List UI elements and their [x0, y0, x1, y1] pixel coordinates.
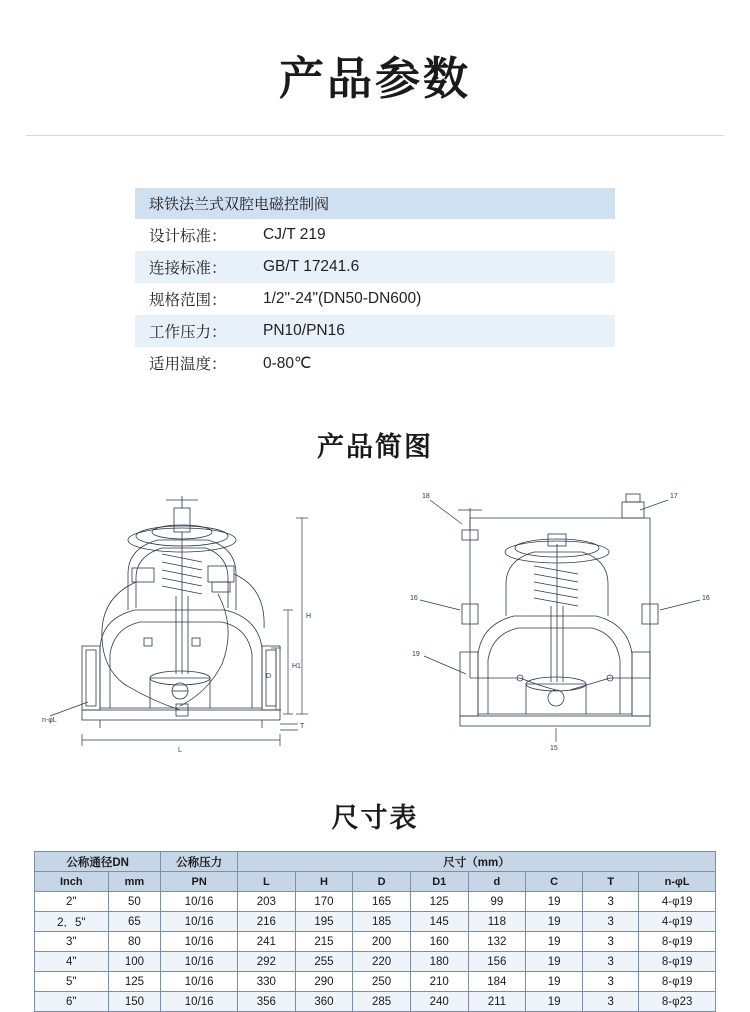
header-size-unit: （mm） — [466, 856, 510, 869]
subheader-inch: Inch — [35, 872, 109, 892]
subheader-nL: n-φL — [639, 872, 716, 892]
cell-H: 360 — [295, 992, 353, 1012]
cell-T: 3 — [583, 992, 639, 1012]
product-drawings — [0, 478, 750, 768]
table-row — [35, 992, 716, 1012]
cell-C: 19 — [526, 952, 583, 972]
cell-L: 330 — [237, 972, 295, 992]
dim-label-nL: n-φL — [42, 717, 57, 724]
cell-D: 220 — [353, 952, 411, 972]
callout-16-right: 16 — [702, 595, 710, 602]
cell-D1: 210 — [410, 972, 468, 992]
dimension-table-sub-header-row — [35, 872, 716, 892]
cell-mm: 50 — [108, 892, 161, 912]
valve-drawing-left — [40, 478, 360, 763]
spec-value: GB/T 17241.6 — [259, 251, 615, 283]
cell-mm: 65 — [108, 912, 161, 932]
callout-18: 18 — [422, 493, 430, 500]
header-size-label: 尺寸 — [443, 856, 467, 869]
cell-inch: 2．5" — [35, 912, 109, 932]
cell-L: 292 — [237, 952, 295, 972]
valve-drawing-left-svg — [40, 478, 360, 758]
dim-label-H: H — [306, 613, 312, 620]
spec-label: 工作压力： — [135, 315, 259, 347]
header-pn: 公称压力 — [161, 852, 238, 872]
cell-H: 195 — [295, 912, 353, 932]
spec-table-wrapper — [0, 188, 750, 379]
callout-17: 17 — [670, 493, 678, 500]
cell-T: 3 — [583, 952, 639, 972]
cell-C: 19 — [526, 892, 583, 912]
cell-mm: 80 — [108, 932, 161, 952]
cell-pn: 10/16 — [161, 892, 238, 912]
spec-row — [135, 315, 615, 347]
header-dn: 公称通径DN — [35, 852, 161, 872]
cell-H: 215 — [295, 932, 353, 952]
dimension-table — [34, 851, 716, 1012]
page-title: 产品参数 — [278, 53, 471, 104]
subheader-pn: PN — [161, 872, 238, 892]
dim-label-D: D — [266, 673, 272, 680]
cell-D: 250 — [353, 972, 411, 992]
cell-inch: 6" — [35, 992, 109, 1012]
cell-D: 285 — [353, 992, 411, 1012]
cell-d: 132 — [468, 932, 526, 952]
cell-nL: 8-φ19 — [639, 932, 716, 952]
table-row — [35, 912, 716, 932]
cell-L: 216 — [237, 912, 295, 932]
cell-nL: 8-φ19 — [639, 952, 716, 972]
cell-D1: 125 — [410, 892, 468, 912]
cell-C: 19 — [526, 912, 583, 932]
spec-value: CJ/T 219 — [263, 226, 326, 243]
spec-row — [135, 347, 615, 379]
cell-inch: 3" — [35, 932, 109, 952]
cell-nL: 8-φ19 — [639, 972, 716, 992]
spec-row — [135, 283, 615, 315]
cell-D1: 180 — [410, 952, 468, 972]
table-row — [35, 892, 716, 912]
cell-pn: 10/16 — [161, 912, 238, 932]
spec-heading: 球铁法兰式双腔电磁控制阀 — [135, 188, 615, 219]
table-row — [35, 932, 716, 952]
spec-row — [135, 251, 615, 283]
subheader-H: H — [295, 872, 353, 892]
cell-C: 19 — [526, 932, 583, 952]
cell-D1: 240 — [410, 992, 468, 1012]
spec-value: 1/2"-24"(DN50-DN600) — [263, 290, 422, 307]
table-row — [35, 972, 716, 992]
header-size — [237, 852, 715, 872]
cell-d: 99 — [468, 892, 526, 912]
cell-C: 19 — [526, 992, 583, 1012]
spec-label: 连接标准： — [135, 251, 259, 283]
cell-nL: 4-φ19 — [639, 912, 716, 932]
subheader-T: T — [583, 872, 639, 892]
cell-C: 19 — [526, 972, 583, 992]
spec-label: 适用温度： — [149, 356, 227, 373]
title-divider — [26, 135, 724, 136]
cell-D: 185 — [353, 912, 411, 932]
spec-label: 设计标准： — [149, 228, 227, 245]
cell-d: 211 — [468, 992, 526, 1012]
callout-15: 15 — [550, 745, 558, 752]
cell-inch: 5" — [35, 972, 109, 992]
cell-D: 200 — [353, 932, 411, 952]
callout-19: 19 — [412, 651, 420, 658]
spec-value: PN10/PN16 — [259, 315, 615, 347]
spec-label: 规格范围： — [149, 292, 227, 309]
cell-H: 255 — [295, 952, 353, 972]
subheader-D1: D1 — [410, 872, 468, 892]
cell-d: 184 — [468, 972, 526, 992]
cell-D1: 160 — [410, 932, 468, 952]
cell-pn: 10/16 — [161, 932, 238, 952]
subheader-L: L — [237, 872, 295, 892]
section-title-dimension: 尺寸表 — [331, 803, 419, 833]
cell-d: 156 — [468, 952, 526, 972]
dim-label-H1: H1 — [292, 663, 301, 670]
table-row — [35, 952, 716, 972]
cell-D: 165 — [353, 892, 411, 912]
subheader-mm: mm — [108, 872, 161, 892]
cell-D1: 145 — [410, 912, 468, 932]
cell-mm: 100 — [108, 952, 161, 972]
cell-T: 3 — [583, 932, 639, 952]
spec-value: 0-80℃ — [263, 354, 312, 372]
subheader-d: d — [468, 872, 526, 892]
cell-L: 241 — [237, 932, 295, 952]
cell-H: 290 — [295, 972, 353, 992]
cell-H: 170 — [295, 892, 353, 912]
dim-label-L: L — [178, 747, 182, 754]
cell-mm: 150 — [108, 992, 161, 1012]
cell-mm: 125 — [108, 972, 161, 992]
cell-T: 3 — [583, 912, 639, 932]
cell-d: 118 — [468, 912, 526, 932]
valve-drawing-right — [400, 478, 720, 763]
cell-pn: 10/16 — [161, 952, 238, 972]
cell-inch: 2" — [35, 892, 109, 912]
cell-T: 3 — [583, 892, 639, 912]
cell-L: 356 — [237, 992, 295, 1012]
spec-table-header-row — [135, 188, 615, 219]
cell-nL: 4-φ19 — [639, 892, 716, 912]
spec-row — [135, 219, 615, 251]
dim-label-T: T — [300, 723, 305, 730]
cell-nL: 8-φ23 — [639, 992, 716, 1012]
cell-L: 203 — [237, 892, 295, 912]
drawing-right-callout-labels — [410, 493, 710, 752]
cell-pn: 10/16 — [161, 972, 238, 992]
cell-pn: 10/16 — [161, 992, 238, 1012]
spec-table — [135, 188, 615, 379]
subheader-D: D — [353, 872, 411, 892]
cell-inch: 4" — [35, 952, 109, 972]
dimension-table-group-header-row — [35, 852, 716, 872]
section-title-diagram: 产品简图 — [317, 432, 433, 462]
subheader-C: C — [526, 872, 583, 892]
cell-T: 3 — [583, 972, 639, 992]
callout-16-left: 16 — [410, 595, 418, 602]
dimension-table-wrapper — [0, 851, 750, 1012]
valve-drawing-right-svg — [400, 478, 720, 758]
